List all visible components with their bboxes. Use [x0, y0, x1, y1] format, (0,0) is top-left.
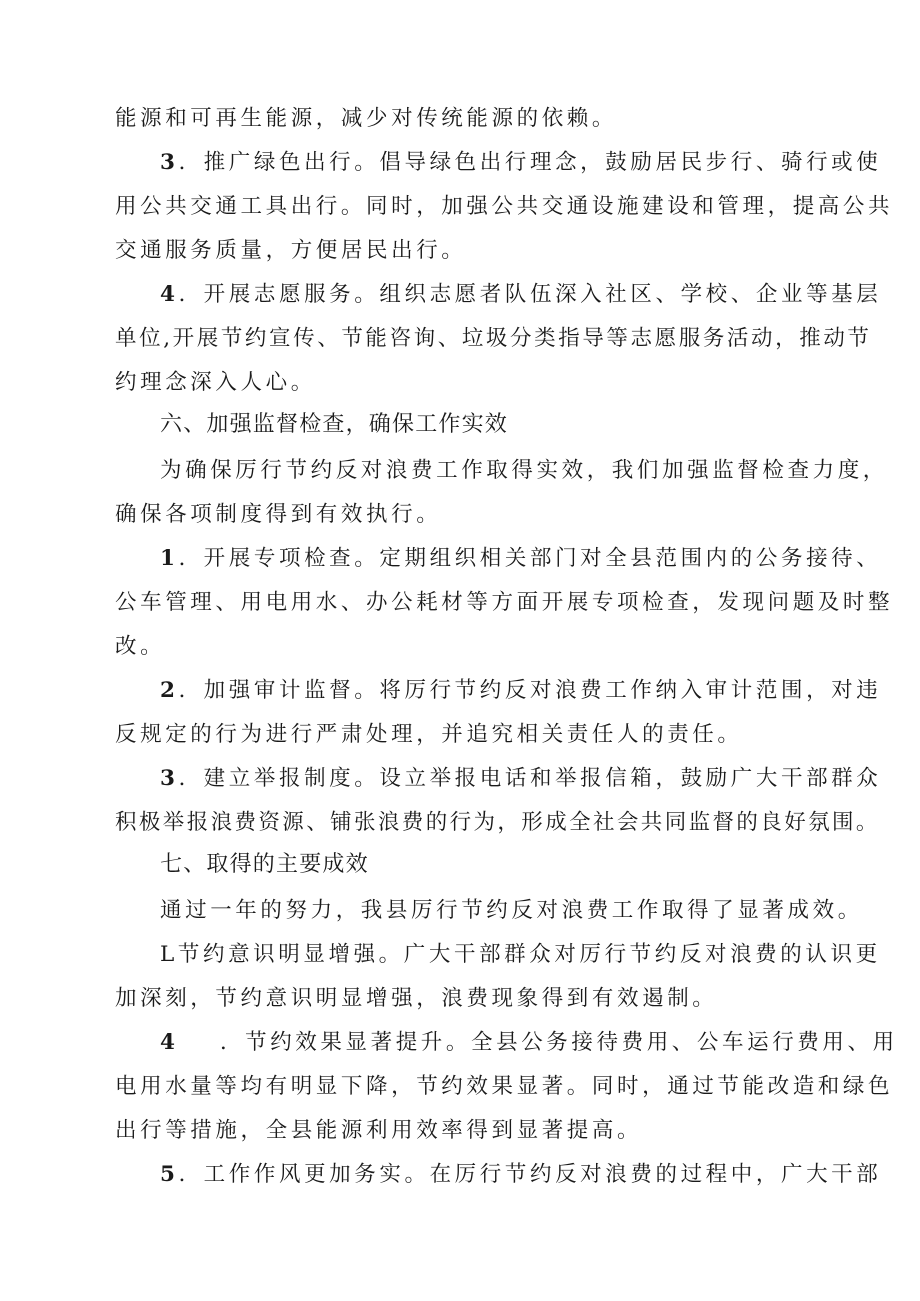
section-heading-6: 六、加强监督检查，确保工作实效 — [160, 412, 509, 437]
paragraph-line: 加深刻，节约意识明显增强，浪费现象得到有效遏制。 — [115, 986, 718, 1011]
item-number: 4 — [160, 282, 179, 307]
item-number: 2 — [160, 678, 179, 703]
item-text: L节约意识明显增强。广大干部群众对厉行节约反对浪费的认识更 — [160, 942, 881, 967]
list-item-line — [160, 275, 920, 315]
list-item-line — [160, 671, 920, 711]
list-item-line — [160, 935, 920, 975]
item-number: 1 — [160, 546, 179, 571]
item-text: ．开展志愿服务。组织志愿者队伍深入社区、学校、企业等基层 — [178, 282, 882, 307]
paragraph-line: 单位,开展节约宣传、节能咨询、垃圾分类指导等志愿服务活动，推动节 — [115, 326, 872, 351]
section-heading-7: 七、取得的主要成效 — [160, 852, 369, 877]
paragraph-line: 出行等措施，全县能源利用效率得到显著提高。 — [115, 1118, 643, 1143]
item-text: ．节约效果显著提升。全县公务接待费用、公车运行费用、用 — [220, 1030, 898, 1055]
item-number: 4 — [160, 1030, 179, 1055]
item-text: ．建立举报制度。设立举报电话和举报信箱，鼓励广大干部群众 — [178, 766, 882, 791]
item-text: ．开展专项检查。定期组织相关部门对全县范围内的公务接待、 — [178, 546, 882, 571]
paragraph-line: 能源和可再生能源，减少对传统能源的依赖。 — [115, 106, 618, 131]
item-text: ．工作作风更加务实。在厉行节约反对浪费的过程中，广大干部 — [178, 1162, 882, 1187]
list-item-line — [160, 1023, 920, 1063]
paragraph-line: 约理念深入人心。 — [115, 370, 316, 395]
item-text: ．加强审计监督。将厉行节约反对浪费工作纳入审计范围，对违 — [178, 678, 882, 703]
paragraph-line: 交通服务质量，方便居民出行。 — [115, 238, 467, 263]
item-text: ．推广绿色出行。倡导绿色出行理念，鼓励居民步行、骑行或使 — [178, 150, 882, 175]
paragraph-line: 电用水量等均有明显下降，节约效果显著。同时，通过节能改造和绿色 — [115, 1074, 894, 1099]
list-item-line — [160, 143, 920, 183]
paragraph-line: 通过一年的努力，我县厉行节约反对浪费工作取得了显著成效。 — [160, 898, 863, 923]
paragraph-line: 确保各项制度得到有效执行。 — [115, 502, 442, 527]
paragraph-line: 为确保厉行节约反对浪费工作取得实效，我们加强监督检查力度， — [160, 458, 888, 483]
list-item-line — [160, 539, 920, 579]
item-number: 3 — [160, 766, 179, 791]
list-item-line — [160, 759, 920, 799]
paragraph-line: 反规定的行为进行严肃处理，并追究相关责任人的责任。 — [115, 722, 743, 747]
paragraph-line: 用公共交通工具出行。同时，加强公共交通设施建设和管理，提高公共 — [115, 194, 894, 219]
item-number: 5 — [160, 1162, 179, 1187]
paragraph-line: 积极举报浪费资源、铺张浪费的行为，形成全社会共同监督的良好氛围。 — [115, 810, 880, 835]
paragraph-line: 改。 — [115, 634, 166, 659]
item-number: 3 — [160, 150, 179, 175]
list-item-line — [160, 1155, 920, 1195]
paragraph-line: 公车管理、用电用水、办公耗材等方面开展专项检查，发现问题及时整 — [115, 590, 894, 615]
